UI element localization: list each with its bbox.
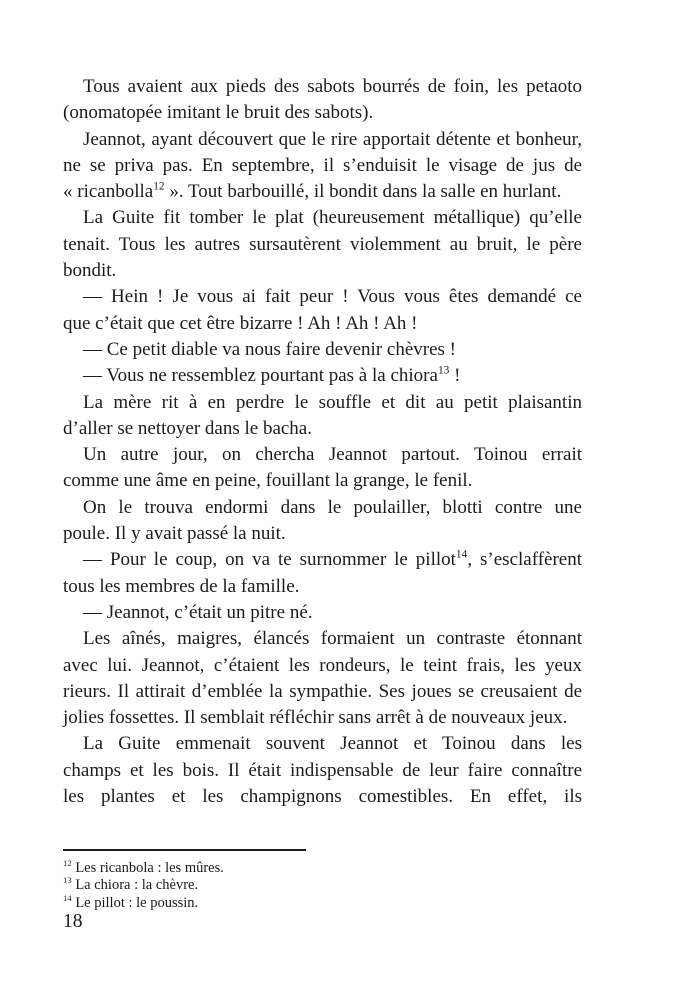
text-line: Tous avaient aux pieds des sabots bourrés de foin, les petaoto xyxy=(83,76,582,97)
paragraph xyxy=(63,495,582,548)
text-line: d’aller se nettoyer dans le bacha. xyxy=(63,417,312,439)
footnotes xyxy=(63,860,553,912)
text-line: — Hein ! Je vous ai fait peur ! Vous vous êtes demandé ce xyxy=(83,286,582,308)
text-line: — Vous ne ressemblez pourtant pas à la chiora$^{13}$ ! xyxy=(83,364,461,387)
text-line: « ricanbolla$^{12}$ ». Tout barbouillé, il bondit dans la salle en hurlant. xyxy=(63,180,562,203)
paragraph xyxy=(63,284,582,337)
paragraph xyxy=(63,74,582,127)
text-line: champs et les bois. Il était indispensable de leur faire connaître xyxy=(63,759,582,781)
footnote: $^{14}$ Le pillot : le poussin. xyxy=(63,892,199,911)
footnote-ref: 12 xyxy=(153,180,165,193)
footnote-ref: 13 xyxy=(437,364,450,377)
text-line: tenait. Tous les autres sursautèrent violemment au bruit, le père xyxy=(63,233,582,255)
paragraph xyxy=(63,731,582,810)
text-line: On le trouva endormi dans le poulailler, blotti contre une xyxy=(83,496,582,518)
paragraph xyxy=(63,547,582,600)
text-line: — Ce petit diable va nous faire devenir chèvres ! xyxy=(83,338,456,360)
paragraph xyxy=(63,626,582,731)
footnote-ref: 14 xyxy=(455,549,468,562)
paragraph xyxy=(63,442,582,495)
text-line: (onomatopée imitant le bruit des sabots). xyxy=(63,102,374,124)
text-line: comme une âme en peine, fouillant la grange, le fenil. xyxy=(63,470,473,492)
footnote: $^{12}$ Les ricanbola : les mûres. xyxy=(63,858,224,876)
text-line: tous les membres de la famille. xyxy=(63,575,300,597)
text-line: — Jeannot, c’était un pitre né. xyxy=(83,601,313,623)
text-line: La mère rit à en perdre le souffle et dit au petit plaisantin xyxy=(83,391,582,413)
footnote-marker: 13 xyxy=(63,875,72,886)
text-line: que c’était que cet être bizarre ! Ah ! Ah ! Ah ! xyxy=(63,312,418,334)
footnote-separator xyxy=(63,849,306,851)
page-number: 18 xyxy=(63,911,83,932)
text-line: — Pour le coup, on va te surnommer le pillot$^{14}$, s’esclaffèrent xyxy=(83,549,582,571)
text-line: Un autre jour, on chercha Jeannot partout. Toinou errait xyxy=(83,444,582,466)
paragraph xyxy=(63,205,582,284)
text-line: poule. Il y avait passé la nuit. xyxy=(63,523,286,545)
paragraph xyxy=(63,337,582,363)
paragraph xyxy=(63,127,582,206)
footnote-marker: 12 xyxy=(63,858,72,869)
text-line: rieurs. Il attirait d’emblée la sympathie. Ses joues se creusaient de xyxy=(63,680,582,702)
paragraph xyxy=(63,390,582,443)
text-line: bondit. xyxy=(63,260,117,282)
text-line: ne se priva pas. En septembre, il s’enduisit le visage de jus de xyxy=(63,154,582,176)
paragraph xyxy=(63,363,582,389)
text-line: La Guite emmenait souvent Jeannot et Toinou dans les xyxy=(83,733,582,755)
text-line: avec lui. Jeannot, c’étaient les rondeurs, le teint frais, les yeux xyxy=(63,654,582,676)
text-line: Jeannot, ayant découvert que le rire apportait détente et bonheur, xyxy=(83,128,582,150)
text-line: Les aînés, maigres, élancés formaient un contraste étonnant xyxy=(83,628,582,650)
text-line: jolies fossettes. Il semblait réfléchir sans arrêt à de nouveaux jeux. xyxy=(63,707,568,729)
footnote-marker: 14 xyxy=(63,892,72,903)
footnote: $^{13}$ La chiora : la chèvre. xyxy=(63,875,199,894)
text-line: les plantes et les champignons comestibles. En effet, ils xyxy=(63,786,582,808)
text-block xyxy=(63,74,582,810)
paragraph xyxy=(63,600,582,626)
text-line: La Guite fit tomber le plat (heureusement métallique) qu’elle xyxy=(83,207,582,229)
